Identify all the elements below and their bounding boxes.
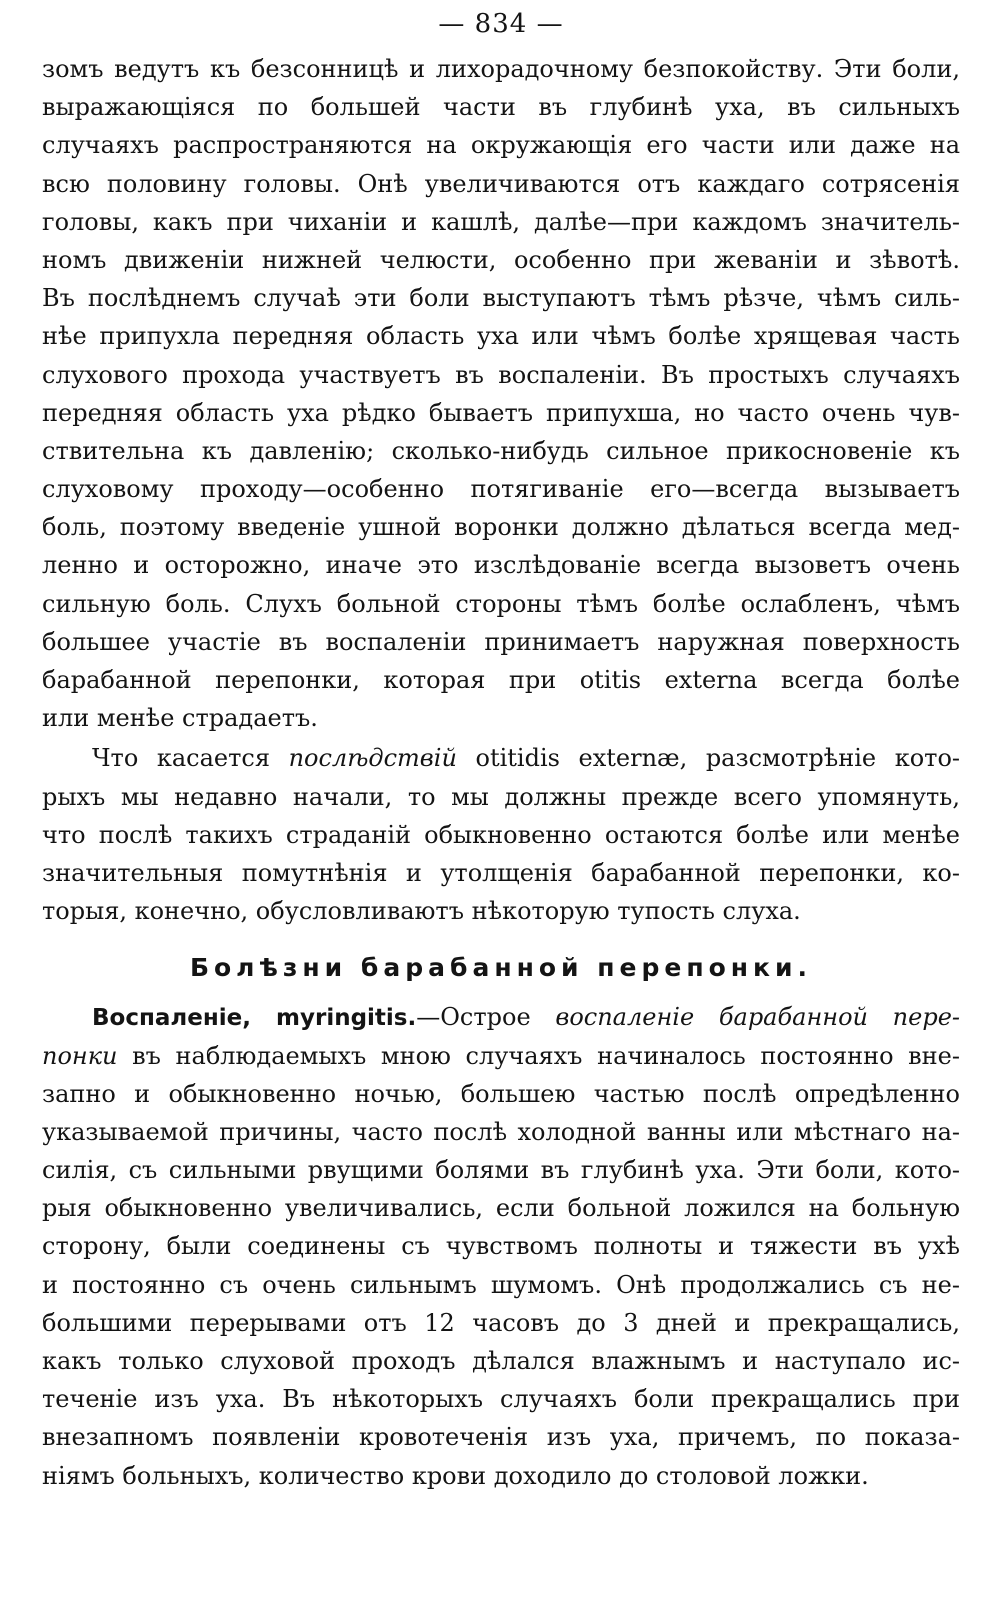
- text-run: Что касается: [92, 744, 289, 773]
- text-line: рыхъ мы недавно начали, то мы должны прежде всего упомянуть,: [42, 782, 960, 811]
- text-line: [42, 1037, 960, 1075]
- text-line: зомъ ведутъ къ безсонницѣ и лихорадочному безпокойству. Эти боли,: [42, 55, 960, 83]
- paragraph-sequelae: [42, 739, 960, 930]
- text-line: что послѣ такихъ страданій обыкновенно остаются болѣе или менѣе: [42, 820, 960, 849]
- text-line: передняя область уха рѣдко бываетъ припухша, но часто очень чув-: [42, 398, 960, 427]
- text-line: значительныя помутнѣнія и утолщенія барабанной перепонки, ко-: [42, 858, 960, 887]
- text-line: [42, 739, 960, 777]
- text-line: внезапномъ появленіи кровотеченія изъ уха, причемъ, по показа-: [42, 1423, 960, 1452]
- paragraph-otitis-externa-pain: [42, 50, 960, 737]
- text-line: указываемой причины, часто послѣ холодной ванны или мѣстнаго на-: [42, 1117, 960, 1146]
- book-page: [42, 0, 960, 1495]
- text-run: —Острое: [416, 1003, 556, 1032]
- text-line: слуховому проходу—особенно потягиваніе его—всегда вызываетъ: [42, 475, 960, 504]
- text-line: силія, съ сильными рвущими болями въ глубинѣ уха. Эти боли, кото-: [42, 1156, 960, 1185]
- text-line: барабанной перепонки, которая при otitis externa всегда болѣе: [42, 666, 960, 694]
- page-number: — 834 —: [438, 9, 564, 39]
- text-line: рыя обыкновенно увеличивались, если больной ложился на больную: [42, 1194, 960, 1223]
- text-line: номъ движеніи нижней челюсти, особенно при жеваніи и зѣвотѣ.: [42, 245, 960, 274]
- text-line: боль, поэтому введеніе ушной воронки должно дѣлаться всегда мед-: [42, 513, 960, 542]
- text-line: большее участіе въ воспаленіи принимаетъ наружная поверхность: [42, 627, 960, 656]
- text-line: всю половину головы. Онѣ увеличиваются отъ каждаго сотрясенія: [42, 169, 960, 198]
- italic-term: послѣдствій: [288, 744, 457, 773]
- text-line: запно и обыкновенно ночью, большею частью послѣ опредѣленно: [42, 1079, 960, 1108]
- text-line: ствительна къ давленію; сколько-нибудь сильное прикосновеніе къ: [42, 436, 960, 465]
- text-line: торыя, конечно, обусловливаютъ нѣкоторую тупость слуха.: [42, 897, 801, 926]
- text-line: [42, 998, 960, 1036]
- text-line: выражающіяся по большей части въ глубинѣ уха, въ сильныхъ: [42, 93, 960, 122]
- italic-term: воспаленіе барабанной пере-: [555, 1003, 960, 1032]
- text-run: въ наблюдаемыхъ мною случаяхъ начиналось постоянно вне-: [117, 1041, 960, 1070]
- text-line: какъ только слуховой проходъ дѣлался влажнымъ и наступало ис-: [42, 1347, 960, 1375]
- text-line: Въ послѣднемъ случаѣ эти боли выступаютъ тѣмъ рѣзче, чѣмъ силь-: [42, 284, 960, 313]
- text-line: теченіе изъ уха. Въ нѣкоторыхъ случаяхъ боли прекращались при: [42, 1385, 960, 1414]
- text-line: сильную боль. Слухъ больной стороны тѣмъ болѣе ослабленъ, чѣмъ: [42, 589, 960, 618]
- text-line: ніямъ больныхъ, количество крови доходило до столовой ложки.: [42, 1461, 869, 1490]
- text-line: сторону, были соединены съ чувствомъ полноты и тяжести въ ухѣ: [42, 1232, 960, 1261]
- text-run: otitidis externæ, разсмотрѣніе кото-: [456, 744, 960, 773]
- text-line: головы, какъ при чиханіи и кашлѣ, далѣе—при каждомъ значитель-: [42, 207, 960, 236]
- bold-lead-term: Воспаленіе, myringitis.: [92, 1005, 417, 1032]
- italic-term: понки: [42, 1041, 118, 1070]
- text-line: случаяхъ распространяются на окружающія его части или даже на: [42, 131, 960, 160]
- paragraph-myringitis: [42, 998, 960, 1494]
- text-line: нѣе припухла передняя область уха или чѣмъ болѣе хрящевая часть: [42, 322, 960, 351]
- section-heading: Болѣзни барабанной перепонки.: [189, 953, 813, 983]
- text-line: ленно и осторожно, иначе это изслѣдованіе всегда вызоветъ очень: [42, 551, 960, 580]
- text-line: или менѣе страдаетъ.: [42, 704, 318, 733]
- text-line: большими перерывами отъ 12 часовъ до 3 дней и прекращались,: [42, 1308, 960, 1337]
- text-line: слухового прохода участвуетъ въ воспаленіи. Въ простыхъ случаяхъ: [42, 360, 960, 389]
- text-line: и постоянно съ очень сильнымъ шумомъ. Онѣ продолжались съ не-: [42, 1270, 960, 1299]
